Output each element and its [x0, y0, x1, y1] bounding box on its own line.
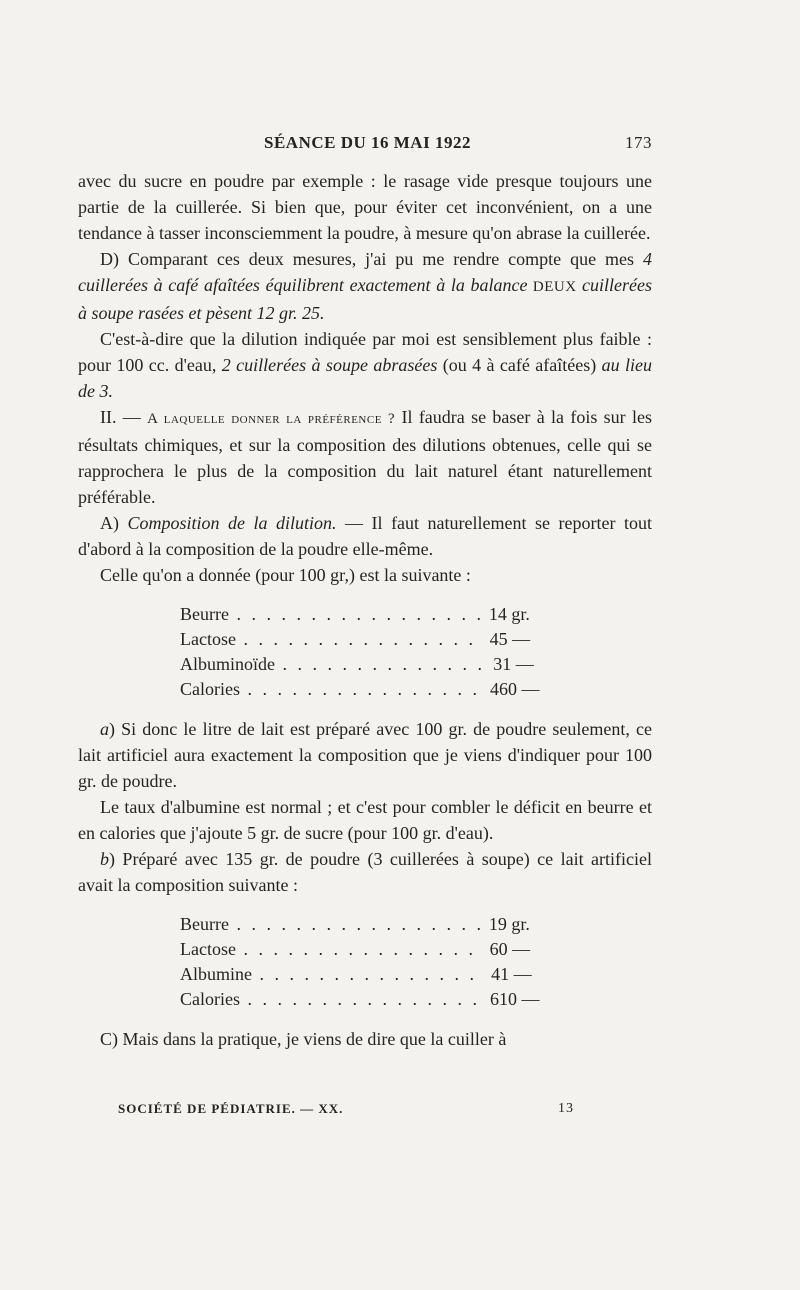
row-value: 45 — — [489, 629, 531, 649]
p4-text-a: II. — — [100, 407, 148, 427]
row-value: 31 — — [493, 654, 534, 674]
footer-journal: SOCIÉTÉ DE PÉDIATRIE. — XX. — [118, 1101, 344, 1116]
p5-text-a: A) — [100, 513, 128, 533]
p5-italic: Composition de la dilution. — [127, 513, 337, 533]
p7-italic: a — [100, 719, 109, 739]
p5-text-b: — Il faut naturellement se reporter tout d'abord à la composition de la poudre elle-même. — [78, 513, 652, 559]
row-value: 19 gr. — [488, 914, 530, 934]
paragraph-a-lower — [78, 716, 652, 794]
table-row — [180, 627, 540, 652]
row-label: Lactose . . . — [180, 937, 482, 962]
row-label: Albuminoïde . . . — [180, 652, 485, 677]
p2-italic-a: 4 cuillerées à café afaîtées équilibrent exactement à la balance — [78, 249, 652, 295]
p2-text-a: D) Comparant ces deux mesures, j'ai pu me rendre compte que mes — [100, 249, 643, 269]
table-row — [180, 677, 540, 702]
p2-smallcaps: DEUX — [527, 279, 583, 295]
header-title: SÉANCE DU 16 MAI 1922 — [264, 133, 471, 152]
paragraph-d — [78, 246, 652, 326]
row-value: 610 — — [490, 989, 540, 1009]
table-row — [180, 987, 540, 1012]
body-text — [78, 168, 652, 1052]
row-value: 14 gr. — [488, 604, 530, 624]
page-number: 173 — [625, 133, 652, 152]
row-label: Calories . . . — [180, 677, 482, 702]
row-label: Lactose . . . — [180, 627, 482, 652]
p9-italic: b — [100, 849, 109, 869]
table-row — [180, 937, 540, 962]
row-label: Calories . . . — [180, 987, 482, 1012]
paragraph-8: Le taux d'albumine est normal ; et c'est pour combler le déficit en beurre et en calories que j'ajoute 5 gr. de sucre (pour 100 gr. d'eau). — [78, 797, 652, 843]
p3-italic-a: 2 cuillerées à soupe abrasées — [221, 355, 438, 375]
p9-text: ) Préparé avec 135 gr. de poudre (3 cuillerées à soupe) ce lait artificiel avait la composition suivante : — [78, 849, 652, 895]
paragraph-b-lower — [78, 846, 652, 898]
table-row — [180, 912, 540, 937]
row-label: Beurre . . . — [180, 602, 481, 627]
p4-smallcaps: A laquelle donner la préférence ? — [147, 411, 396, 427]
table-row — [180, 652, 540, 677]
p3-italic-b: au lieu de 3. — [78, 355, 652, 401]
signature-mark: 13 — [558, 1101, 574, 1116]
page-footer — [118, 1101, 574, 1117]
p3-text-a: C'est-à-dire que la dilution indiquée par moi est sensiblement plus faible : pour 100 cc. d'eau, — [78, 329, 652, 375]
paragraph-c: C) Mais dans la pratique, je viens de dire que la cuiller à — [100, 1029, 507, 1049]
composition-table-2 — [180, 912, 540, 1012]
p2-italic-b: cuillerées à soupe rasées et pèsent 12 gr. 25. — [78, 275, 652, 323]
paragraph-ii — [78, 404, 652, 510]
row-value: 460 — — [490, 679, 540, 699]
row-label: Beurre . . . — [180, 912, 481, 937]
paragraph-a — [78, 510, 652, 562]
p3-text-b: (ou 4 à café afaîtées) — [437, 355, 602, 375]
paragraph-6: Celle qu'on a donnée (pour 100 gr,) est la suivante : — [100, 565, 471, 585]
composition-table-1 — [180, 602, 540, 702]
paragraph-3 — [78, 326, 652, 404]
p7-text: ) Si donc le litre de lait est préparé avec 100 gr. de poudre seulement, ce lait artificiel aura exactement la composition que je viens d'indiquer pour 100 gr. de poudre. — [78, 719, 652, 791]
table-row — [180, 962, 540, 987]
p4-text-b: Il faudra se baser à la fois sur les résultats chimiques, et sur la composition des dilutions obtenues, celle qui se rapprochera le plus de la composition du lait naturel étant naturellement préférable. — [78, 407, 652, 507]
table-row — [180, 602, 540, 627]
row-value: 60 — — [489, 939, 531, 959]
row-label: Albumine . . . — [180, 962, 483, 987]
row-value: 41 — — [491, 964, 532, 984]
paragraph-1: avec du sucre en poudre par exemple : le rasage vide presque toujours une partie de la cuillerée. Si bien que, pour éviter cet inconvénient, on a une tendance à tasser inconsciemment la poudre, à mesure qu'on abrase la cuillerée. — [78, 171, 652, 243]
